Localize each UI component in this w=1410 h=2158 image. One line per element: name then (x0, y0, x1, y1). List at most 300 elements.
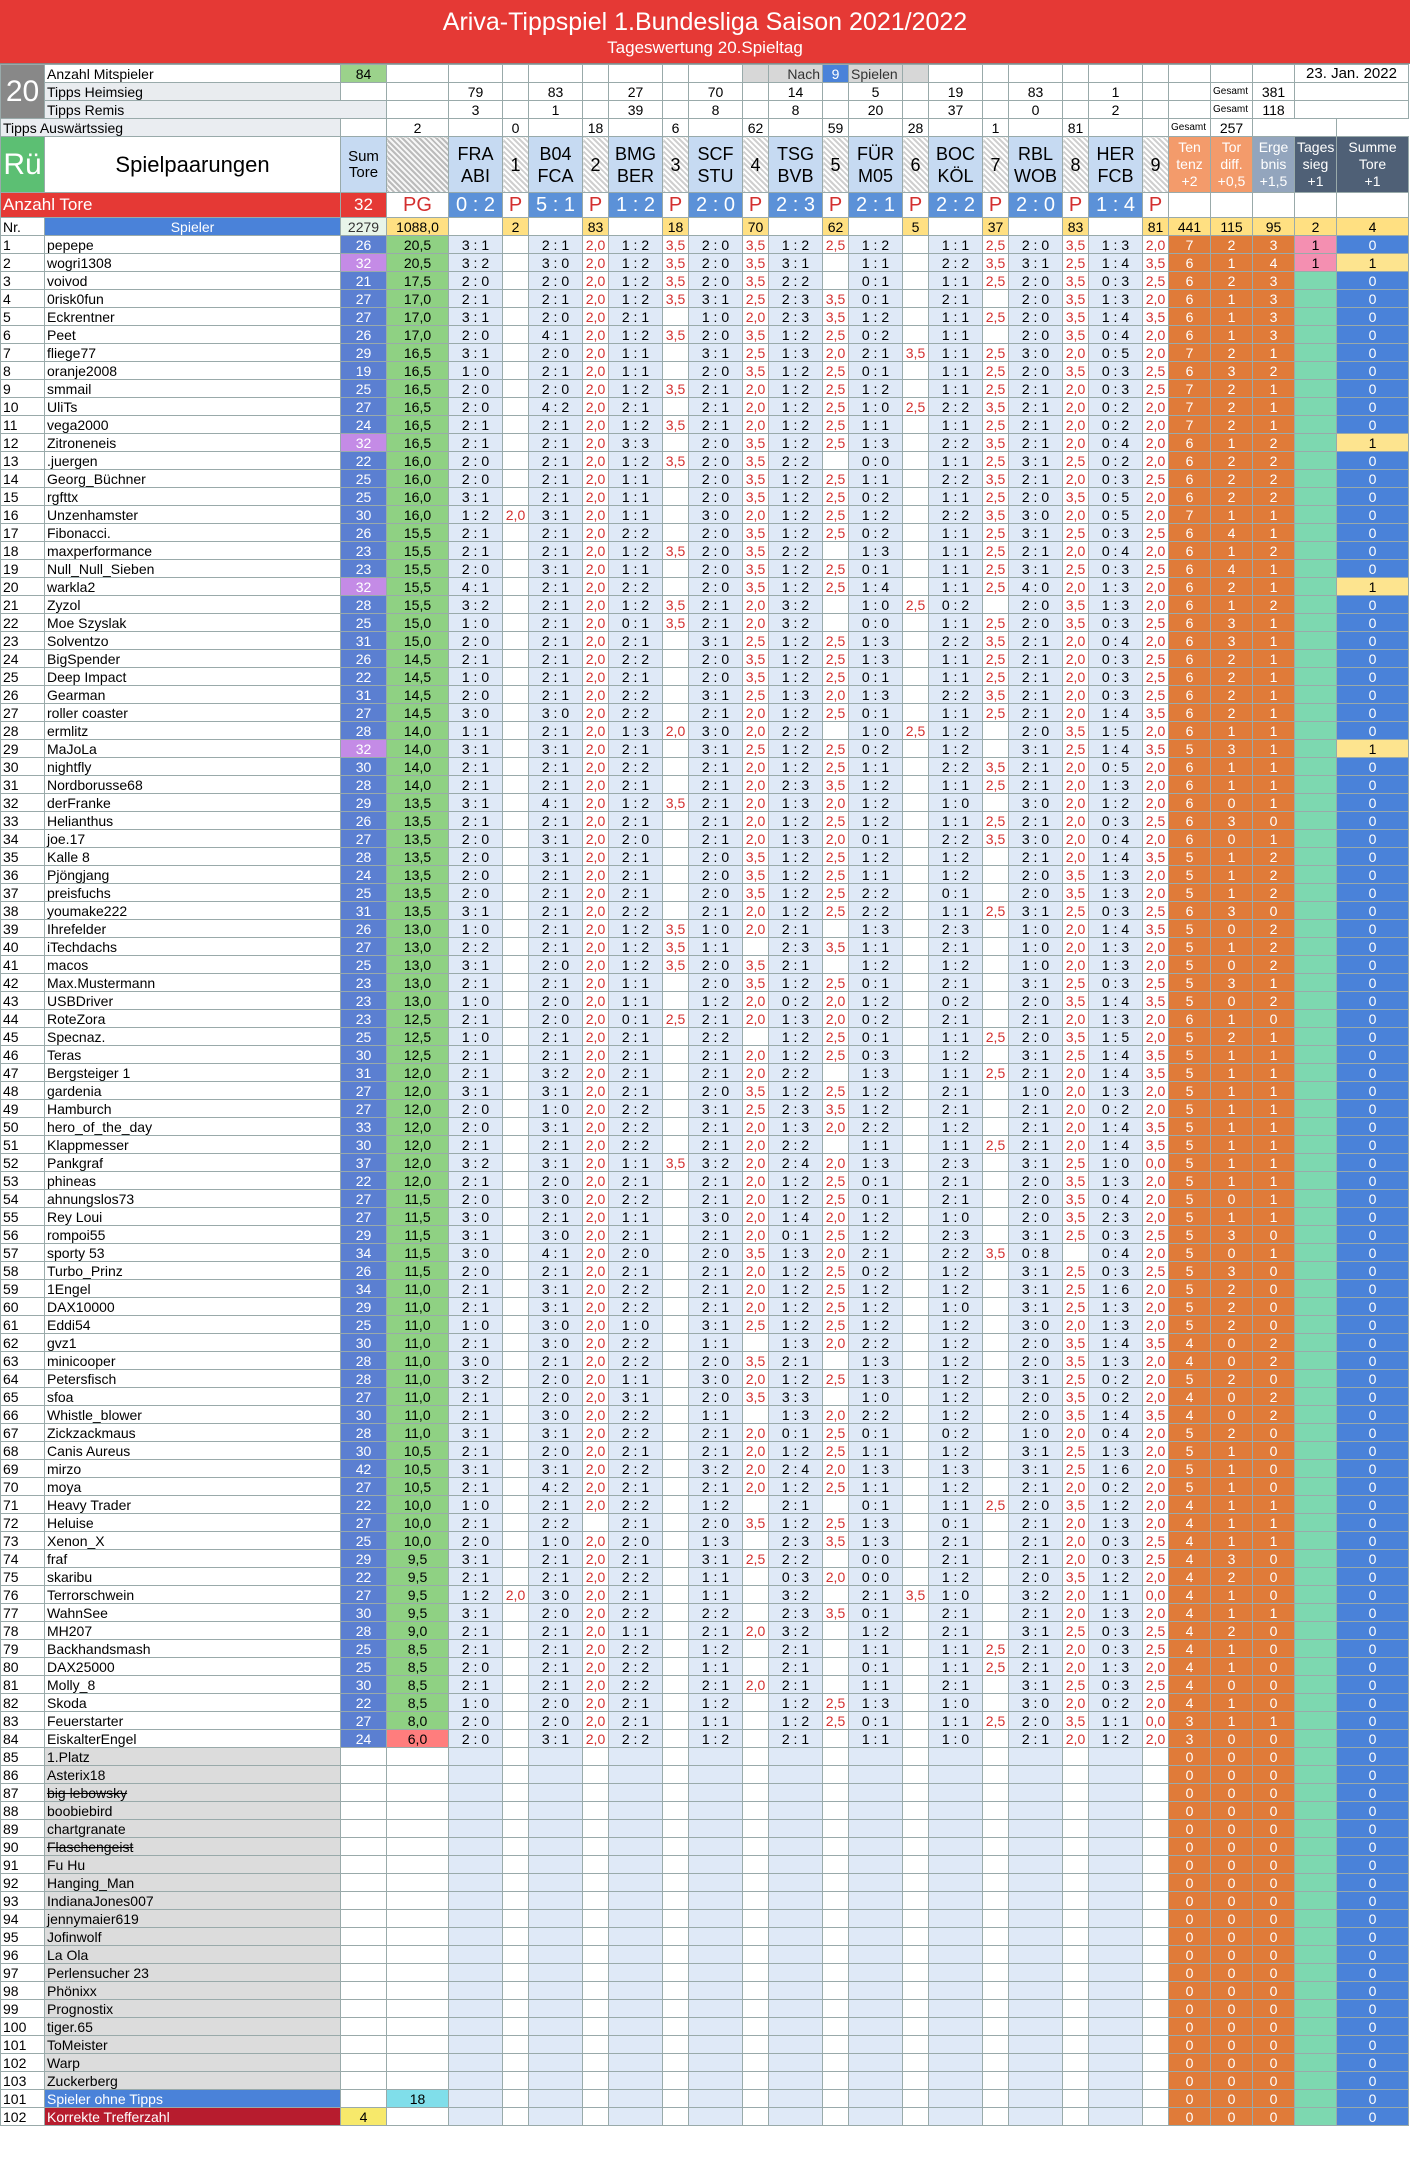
spacer (503, 1946, 529, 1964)
row-nr: 27 (1, 704, 45, 722)
tip-points: 2,0 (743, 1190, 769, 1208)
tip: 1 : 2 (849, 956, 903, 974)
tip-points (903, 1028, 929, 1046)
tip-points: 2,5 (743, 290, 769, 308)
tend-pts: 5 (1169, 992, 1211, 1010)
tip-points: 2,0 (1143, 1298, 1169, 1316)
tip (1009, 1766, 1063, 1784)
tip-points: 2,0 (583, 380, 609, 398)
tip (449, 1820, 503, 1838)
player-name: Fu Hu (45, 1856, 341, 1874)
tip: 1 : 2 (689, 992, 743, 1010)
pg-label: PG (387, 193, 449, 218)
tip-points: 3,5 (663, 290, 689, 308)
row-nr: 73 (1, 1532, 45, 1550)
tip-points: 2,0 (743, 1208, 769, 1226)
tip (849, 2036, 903, 2054)
erg-pts: 0 (1253, 1694, 1295, 1712)
tip-points (503, 1604, 529, 1622)
player-pg: 11,0 (387, 1352, 449, 1370)
tip (849, 2072, 903, 2090)
sum-tore-pts: 0 (1337, 1352, 1409, 1370)
tip: 1 : 2 (769, 488, 823, 506)
tip-points: 2,0 (743, 812, 769, 830)
tip-points: 3,5 (823, 938, 849, 956)
tip: 1 : 2 (849, 992, 903, 1010)
tip-points: 3,5 (983, 470, 1009, 488)
tip: 3 : 1 (529, 1154, 583, 1172)
match-num: 2 (583, 137, 609, 193)
tip-points: 2,0 (743, 308, 769, 326)
player-name: Xenon_X (45, 1532, 341, 1550)
tip: 2 : 1 (529, 614, 583, 632)
tend-pts: 6 (1169, 794, 1211, 812)
tip-points (503, 416, 529, 434)
spacer (1063, 83, 1089, 101)
tsieg-total: 2 (1295, 218, 1337, 236)
erg-pts: 0 (1253, 2036, 1295, 2054)
spacer (1143, 1892, 1169, 1910)
tip-points (663, 1550, 689, 1568)
sum-tore-pts: 0 (1337, 884, 1409, 902)
tend-pts: 4 (1169, 1352, 1211, 1370)
tagessieg (1295, 1010, 1337, 1028)
tip-points: 2,5 (743, 1550, 769, 1568)
tip-points: 2,0 (743, 830, 769, 848)
row-nr: 78 (1, 1622, 45, 1640)
player-pg: 9,5 (387, 1604, 449, 1622)
tip-points: 3,5 (1143, 1334, 1169, 1352)
player-name: Fibonacci. (45, 524, 341, 542)
tend-pts: 5 (1169, 1460, 1211, 1478)
tip: 2 : 1 (609, 866, 663, 884)
sum-tore-pts: 0 (1337, 2036, 1409, 2054)
tip: 2 : 2 (609, 1640, 663, 1658)
tip-points: 2,0 (583, 452, 609, 470)
player-pg: 11,5 (387, 1226, 449, 1244)
tip-points (903, 452, 929, 470)
head-line: bnis (1260, 156, 1287, 172)
tip: 2 : 1 (929, 1010, 983, 1028)
tip: 2 : 2 (929, 632, 983, 650)
tip-points (903, 578, 929, 596)
tip-points (663, 1604, 689, 1622)
tip-points (983, 1622, 1009, 1640)
tagessieg (1295, 1262, 1337, 1280)
away-team: ABI (460, 165, 490, 186)
tip: 2 : 0 (1009, 722, 1063, 740)
tip-points (503, 866, 529, 884)
row-nr: 15 (1, 488, 45, 506)
tip: 2 : 1 (769, 1640, 823, 1658)
tip-points (983, 1226, 1009, 1244)
tip (449, 2018, 503, 2036)
player-pg: 15,5 (387, 542, 449, 560)
tip: 0 : 3 (769, 1568, 823, 1586)
tip: 1 : 2 (769, 1172, 823, 1190)
tdiff-pts: 4 (1211, 524, 1253, 542)
spacer (983, 1802, 1009, 1820)
tip: 2 : 1 (1009, 1136, 1063, 1154)
player-name: warkla2 (45, 578, 341, 596)
tip-points: 2,0 (583, 1370, 609, 1388)
tip: 2 : 2 (529, 1514, 583, 1532)
tip-points (503, 488, 529, 506)
sum-tore-pts: 0 (1337, 1694, 1409, 1712)
tdiff-pts: 2 (1211, 578, 1253, 596)
tip-points: 3,5 (743, 1514, 769, 1532)
match-9 (1089, 137, 1143, 193)
spacer (1169, 193, 1211, 218)
tip: 2 : 1 (1009, 1658, 1063, 1676)
tdiff-pts: 0 (1211, 956, 1253, 974)
player-name: vega2000 (45, 416, 341, 434)
tore-label: Tore (348, 163, 379, 181)
tip (1009, 1892, 1063, 1910)
tend-pts: 6 (1169, 326, 1211, 344)
tip: 0 : 4 (1089, 434, 1143, 452)
erg-pts: 0 (1253, 1838, 1295, 1856)
erg-pts: 0 (1253, 902, 1295, 920)
tip-points (983, 920, 1009, 938)
tip: 3 : 2 (689, 1460, 743, 1478)
player-name: Deep Impact (45, 668, 341, 686)
row-nr: 50 (1, 1118, 45, 1136)
row-nr: 32 (1, 794, 45, 812)
tip-points (903, 1676, 929, 1694)
tend-pts: 7 (1169, 344, 1211, 362)
tdiff-pts: 1 (1211, 1046, 1253, 1064)
tip (1009, 2018, 1063, 2036)
player-pg: 16,0 (387, 488, 449, 506)
tip-points: 2,5 (983, 362, 1009, 380)
tip: 2 : 1 (529, 902, 583, 920)
tip-points: 2,0 (743, 794, 769, 812)
tip: 2 : 1 (769, 1730, 823, 1748)
spacer (743, 2090, 769, 2108)
tip-points: 2,5 (1063, 452, 1089, 470)
row-nr: 3 (1, 272, 45, 290)
tip: 1 : 4 (1089, 1118, 1143, 1136)
tip: 0 : 2 (1089, 1100, 1143, 1118)
tip-points: 2,0 (823, 1208, 849, 1226)
tip: 2 : 0 (1009, 614, 1063, 632)
tip-points: 2,0 (583, 236, 609, 254)
tdiff-pts: 1 (1211, 1514, 1253, 1532)
tdiff-pts: 1 (1211, 326, 1253, 344)
spacer (823, 1892, 849, 1910)
tip: 1 : 3 (849, 686, 903, 704)
player-sum: 30 (341, 1604, 387, 1622)
tip: 2 : 0 (1009, 362, 1063, 380)
tip-points (663, 1424, 689, 1442)
tip: 1 : 2 (769, 902, 823, 920)
tip: 2 : 0 (449, 830, 503, 848)
player-sum: 26 (341, 920, 387, 938)
spacer (983, 2090, 1009, 2108)
tend-pts: 0 (1169, 1874, 1211, 1892)
tip-points: 3,5 (663, 326, 689, 344)
tip: 1 : 1 (609, 992, 663, 1010)
tip (1089, 1892, 1143, 1910)
tip-points: 2,5 (983, 812, 1009, 830)
player-name: Hamburch (45, 1100, 341, 1118)
tip-points: 2,0 (1063, 1550, 1089, 1568)
tip-points: 2,0 (583, 1622, 609, 1640)
tip-points (983, 1082, 1009, 1100)
tip: 3 : 1 (529, 560, 583, 578)
sum-tore-pts: 0 (1337, 1820, 1409, 1838)
tip: 1 : 2 (689, 1694, 743, 1712)
spacer (1063, 1910, 1089, 1928)
tip-points: 3,5 (983, 686, 1009, 704)
tip-points: 2,5 (1063, 740, 1089, 758)
player-name: Warp (45, 2054, 341, 2072)
total-label: Gesamt (1211, 83, 1253, 101)
tip (449, 1874, 503, 1892)
tip: 1 : 2 (849, 1226, 903, 1244)
p-label: P (663, 193, 689, 218)
tip-points: 2,0 (663, 722, 689, 740)
spacer (341, 2090, 387, 2108)
head-line: Summe (1348, 139, 1397, 155)
tip: 1 : 0 (929, 1208, 983, 1226)
tip: 3 : 1 (529, 1298, 583, 1316)
tip (929, 1982, 983, 2000)
head-line: Tore (1358, 156, 1387, 172)
spacer (1063, 1838, 1089, 1856)
spacer (583, 2000, 609, 2018)
spacer (583, 1820, 609, 1838)
tip-points: 2,0 (583, 668, 609, 686)
player-pg: 12,5 (387, 1010, 449, 1028)
erg-pts: 1 (1253, 1154, 1295, 1172)
tip: 2 : 1 (449, 1640, 503, 1658)
row-nr: 90 (1, 1838, 45, 1856)
spacer (341, 1820, 387, 1838)
tip-points (903, 866, 929, 884)
home-team: SCF (697, 143, 734, 164)
tip (849, 2108, 903, 2126)
player-name: Eckrentner (45, 308, 341, 326)
tip-points: 3,5 (663, 542, 689, 560)
tagessieg (1295, 2018, 1337, 2036)
erg-pts: 2 (1253, 488, 1295, 506)
tip-points (903, 956, 929, 974)
tip: 1 : 1 (929, 308, 983, 326)
tip: 2 : 1 (1009, 812, 1063, 830)
tip-points: 2,0 (1063, 470, 1089, 488)
tip: 2 : 0 (689, 542, 743, 560)
tip-points (663, 1352, 689, 1370)
tip: 2 : 0 (449, 1532, 503, 1550)
tip: 2 : 1 (529, 452, 583, 470)
tip (689, 1982, 743, 2000)
tip-points (663, 1226, 689, 1244)
player-pg: 15,5 (387, 524, 449, 542)
tip: 3 : 0 (529, 704, 583, 722)
tip: 2 : 1 (449, 1136, 503, 1154)
row-nr: 83 (1, 1712, 45, 1730)
tdiff-pts: 0 (1211, 1244, 1253, 1262)
spacer (823, 2054, 849, 2072)
tip (769, 1910, 823, 1928)
tagessieg (1295, 2108, 1337, 2126)
tip (1089, 2072, 1143, 2090)
tip-points: 2,0 (743, 1424, 769, 1442)
player-pg: 17,0 (387, 308, 449, 326)
tip: 2 : 1 (529, 1208, 583, 1226)
player-name: USBDriver (45, 992, 341, 1010)
tip-points (983, 1676, 1009, 1694)
tip: 1 : 2 (689, 1640, 743, 1658)
spacer (1063, 1892, 1089, 1910)
row-nr: 22 (1, 614, 45, 632)
player-pg: 13,0 (387, 938, 449, 956)
tip-points (503, 1406, 529, 1424)
tip-points (503, 578, 529, 596)
tip: 1 : 0 (449, 992, 503, 1010)
player-sum: 22 (341, 452, 387, 470)
player-sum: 32 (341, 578, 387, 596)
tip-points: 2,0 (743, 758, 769, 776)
tip-points (903, 1154, 929, 1172)
tip: 2 : 0 (689, 956, 743, 974)
row-nr: 2 (1, 254, 45, 272)
tdiff-pts: 2 (1211, 398, 1253, 416)
tip: 3 : 1 (529, 1280, 583, 1298)
tip: 0 : 4 (1089, 542, 1143, 560)
tagessieg (1295, 1460, 1337, 1478)
erg-pts: 2 (1253, 596, 1295, 614)
tip: 3 : 1 (1009, 1622, 1063, 1640)
player-pg: 13,5 (387, 830, 449, 848)
spacer (583, 1748, 609, 1766)
player-sum: 23 (341, 974, 387, 992)
tip (449, 2000, 503, 2018)
tip: 1 : 3 (1089, 1316, 1143, 1334)
match-7 (929, 137, 983, 193)
tip: 0 : 5 (1089, 506, 1143, 524)
tip: 0 : 3 (1089, 380, 1143, 398)
tip-points: 3,5 (1143, 1046, 1169, 1064)
spacer (903, 101, 929, 119)
sum-tore-pts: 0 (1337, 1586, 1409, 1604)
tip-points (503, 596, 529, 614)
tip-points: 2,5 (1143, 1622, 1169, 1640)
spacer (663, 1838, 689, 1856)
tagessieg (1295, 398, 1337, 416)
tip: 2 : 1 (529, 1028, 583, 1046)
tip: 2 : 1 (1009, 470, 1063, 488)
tip (529, 2108, 583, 2126)
spacer (387, 2108, 449, 2126)
tip-points: 2,0 (1143, 344, 1169, 362)
tip (529, 1820, 583, 1838)
tip-points: 2,0 (583, 1244, 609, 1262)
tip-points: 3,5 (743, 326, 769, 344)
spacer (743, 1946, 769, 1964)
tip-count-away: 1 (983, 119, 1009, 137)
spacer (743, 83, 769, 101)
player-pg: 10,5 (387, 1442, 449, 1460)
tip: 2 : 1 (529, 812, 583, 830)
tip: 1 : 2 (609, 326, 663, 344)
tip: 3 : 1 (689, 344, 743, 362)
tip-points (663, 434, 689, 452)
tagessieg (1295, 488, 1337, 506)
player-name: Specnaz. (45, 1028, 341, 1046)
match-result: 0 : 2 (449, 193, 503, 218)
player-name: roller coaster (45, 704, 341, 722)
player-pg: 11,0 (387, 1334, 449, 1352)
tip: 0 : 3 (1089, 362, 1143, 380)
spacer (663, 2072, 689, 2090)
match-result: 2 : 3 (769, 193, 823, 218)
player-name: Max.Mustermann (45, 974, 341, 992)
player-pg: 14,0 (387, 740, 449, 758)
tip-points (903, 1100, 929, 1118)
player-name: rgfttx (45, 488, 341, 506)
tip: 1 : 3 (1089, 956, 1143, 974)
player-sum: 30 (341, 1676, 387, 1694)
player-sum: 27 (341, 830, 387, 848)
tip-points (503, 632, 529, 650)
spacer (503, 1856, 529, 1874)
tip: 1 : 1 (929, 650, 983, 668)
erg-pts: 2 (1253, 920, 1295, 938)
tip (929, 1874, 983, 1892)
tip-points: 3,5 (983, 758, 1009, 776)
player-name: DAX10000 (45, 1298, 341, 1316)
spacer (663, 1820, 689, 1838)
spacer (823, 1748, 849, 1766)
erg-pts: 0 (1253, 1424, 1295, 1442)
tdiff-pts: 2 (1211, 686, 1253, 704)
sum-tore-pts: 0 (1337, 524, 1409, 542)
erg-pts: 1 (1253, 704, 1295, 722)
erg-pts: 1 (1253, 740, 1295, 758)
tip (1009, 1874, 1063, 1892)
tip-count-home: 1 (1089, 83, 1143, 101)
player-sum: 23 (341, 992, 387, 1010)
row-nr: 44 (1, 1010, 45, 1028)
tend-pts: 6 (1169, 470, 1211, 488)
tip-points: 3,5 (663, 794, 689, 812)
tip-points: 2,5 (1063, 1622, 1089, 1640)
tip-points: 2,0 (583, 1640, 609, 1658)
tdiff-pts: 2 (1211, 272, 1253, 290)
tip-count-home: 19 (929, 83, 983, 101)
tip: 1 : 1 (929, 542, 983, 560)
player-name: Rey Loui (45, 1208, 341, 1226)
tip: 2 : 1 (1009, 1064, 1063, 1082)
tip-points (903, 1532, 929, 1550)
tip: 3 : 1 (449, 794, 503, 812)
spacer (341, 1838, 387, 1856)
row-nr: 87 (1, 1784, 45, 1802)
spacer (903, 1856, 929, 1874)
player-sum: 27 (341, 398, 387, 416)
tip: 3 : 1 (449, 1226, 503, 1244)
tip-points: 2,0 (583, 632, 609, 650)
spacer (823, 1766, 849, 1784)
erg-pts: 1 (1253, 830, 1295, 848)
tip-points: 2,0 (583, 1010, 609, 1028)
tip-points (663, 1298, 689, 1316)
score-head-0 (1169, 137, 1211, 193)
tip (689, 1748, 743, 1766)
